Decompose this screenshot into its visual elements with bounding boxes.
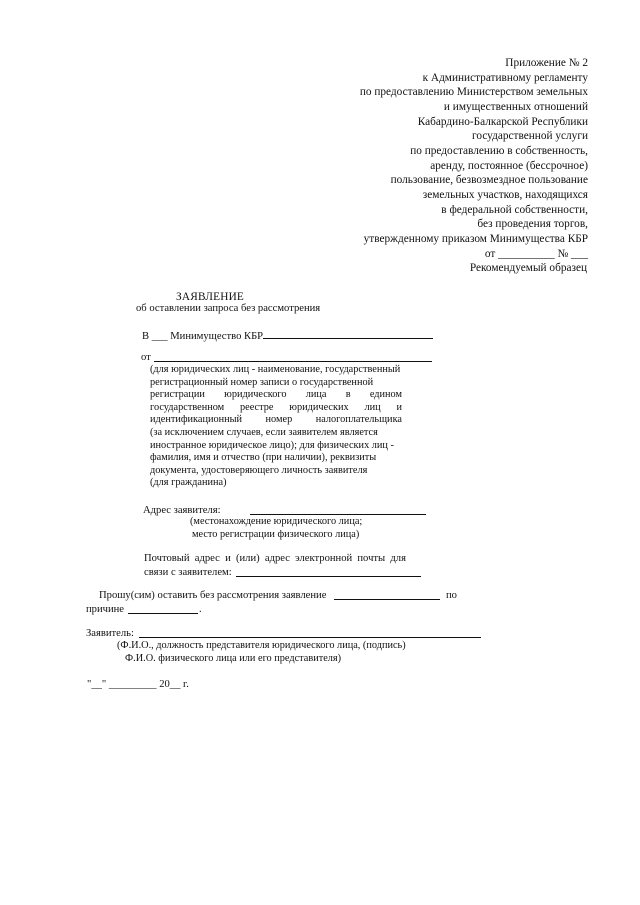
legal-note-word: номер (265, 414, 293, 426)
header-line: аренду, постоянное (бессрочное) (430, 159, 588, 172)
legal-note-line: (за исключением случаев, если заявителем является (150, 426, 378, 438)
applicant-blank[interactable] (139, 637, 481, 638)
request-reason-blank[interactable] (128, 613, 198, 614)
request-text: Прошу(сим) оставить без рассмотрения заявление (99, 590, 327, 601)
legal-note-word: едином (369, 389, 402, 401)
header-line: государственной услуги (472, 130, 588, 143)
legal-note-line: (для гражданина) (150, 477, 227, 489)
from-blank[interactable] (154, 361, 432, 362)
applicant-label: Заявитель: (86, 628, 134, 639)
postal-label-word: почты (357, 553, 386, 564)
postal-label-word: для (390, 553, 406, 564)
form-title: ЗАЯВЛЕНИЕ (176, 291, 245, 303)
legal-note-line (150, 402, 402, 415)
address-note-2: место регистрации физического лица) (192, 529, 360, 540)
legal-note-word: государственном (150, 401, 225, 413)
applicant-description-note (150, 364, 402, 490)
legal-note-line: документа, удостоверяющего личность заявителя (150, 464, 368, 476)
legal-note-line: иностранное юридическое лицо); для физических лиц - (150, 439, 394, 451)
appendix-header (360, 56, 588, 261)
request-po-text: по (446, 590, 457, 601)
legal-note-word: лица (305, 389, 327, 401)
header-line: земельных участков, находящихся (422, 188, 588, 201)
header-line: пользование, безвозмездное пользование (390, 174, 588, 187)
applicant-note-1: (Ф.И.О., должность представителя юридического лица, (подпись) (117, 640, 406, 651)
header-line: по предоставлению Министерством земельных (359, 86, 588, 99)
header-line: Приложение № 2 (505, 57, 588, 69)
address-note-1: (местонахождение юридического лица; (190, 516, 363, 527)
header-line: без проведения торгов, (477, 218, 588, 231)
request-reason-label: причине (86, 604, 125, 615)
header-line: к Административному регламенту (422, 71, 588, 84)
legal-note-word: лиц (364, 401, 381, 413)
legal-note-word: регистрации (150, 389, 205, 401)
header-line: Кабардино-Балкарской Республики (417, 115, 588, 128)
address-label: Адрес заявителя: (143, 505, 221, 516)
recipient-blank[interactable] (263, 328, 433, 339)
header-line: от __________ № ___ (484, 247, 588, 260)
postal-label-word: электронной (295, 553, 353, 564)
from-label: от (141, 352, 151, 363)
form-subtitle: об оставлении запроса без рассмотрения (136, 303, 321, 314)
legal-note-word: юридического (224, 389, 287, 401)
legal-note-word: налогоплательщика (315, 414, 402, 426)
header-line: и имущественных отношений (443, 100, 588, 113)
legal-note-line (150, 389, 402, 402)
postal-address-label-cont: связи с заявителем: (144, 567, 232, 578)
legal-note-line: регистрационный номер записи о государственной (150, 376, 374, 388)
postal-label-word: (или) (235, 553, 260, 564)
applicant-note-2: Ф.И.О. физического лица или его представителя) (125, 653, 342, 664)
header-line: в федеральной собственности, (441, 203, 588, 216)
legal-note-word: юридических (289, 401, 349, 413)
legal-note-line (150, 414, 402, 427)
header-line: утвержденному приказом Минимущества КБР (363, 232, 588, 245)
header-line: по предоставлению в собственность, (410, 144, 588, 157)
date-field[interactable]: "__" _________ 20__ г. (87, 679, 189, 690)
request-reason-end: . (199, 604, 202, 615)
legal-note-word: в (345, 389, 351, 401)
postal-label-word: адрес (194, 553, 220, 564)
legal-note-line: (для юридических лиц - наименование, государственный (150, 364, 401, 375)
legal-note-word: идентификационный (150, 414, 243, 426)
legal-note-word: и (396, 401, 402, 413)
recipient-text: В ___ Минимущество КБР (142, 331, 264, 342)
legal-note-word: реестре (240, 401, 274, 413)
postal-label-word: и (225, 553, 231, 564)
postal-address-blank[interactable] (236, 576, 421, 577)
postal-address-label (144, 553, 406, 564)
recipient-line (142, 328, 433, 342)
request-application-blank[interactable] (334, 599, 440, 600)
legal-note-line: фамилия, имя и отчество (при наличии), реквизиты (150, 452, 377, 464)
postal-label-word: Почтовый (144, 553, 190, 564)
recommended-sample-label: Рекомендуемый образец (469, 262, 587, 274)
address-blank[interactable] (250, 514, 426, 515)
postal-label-word: адрес (264, 553, 290, 564)
